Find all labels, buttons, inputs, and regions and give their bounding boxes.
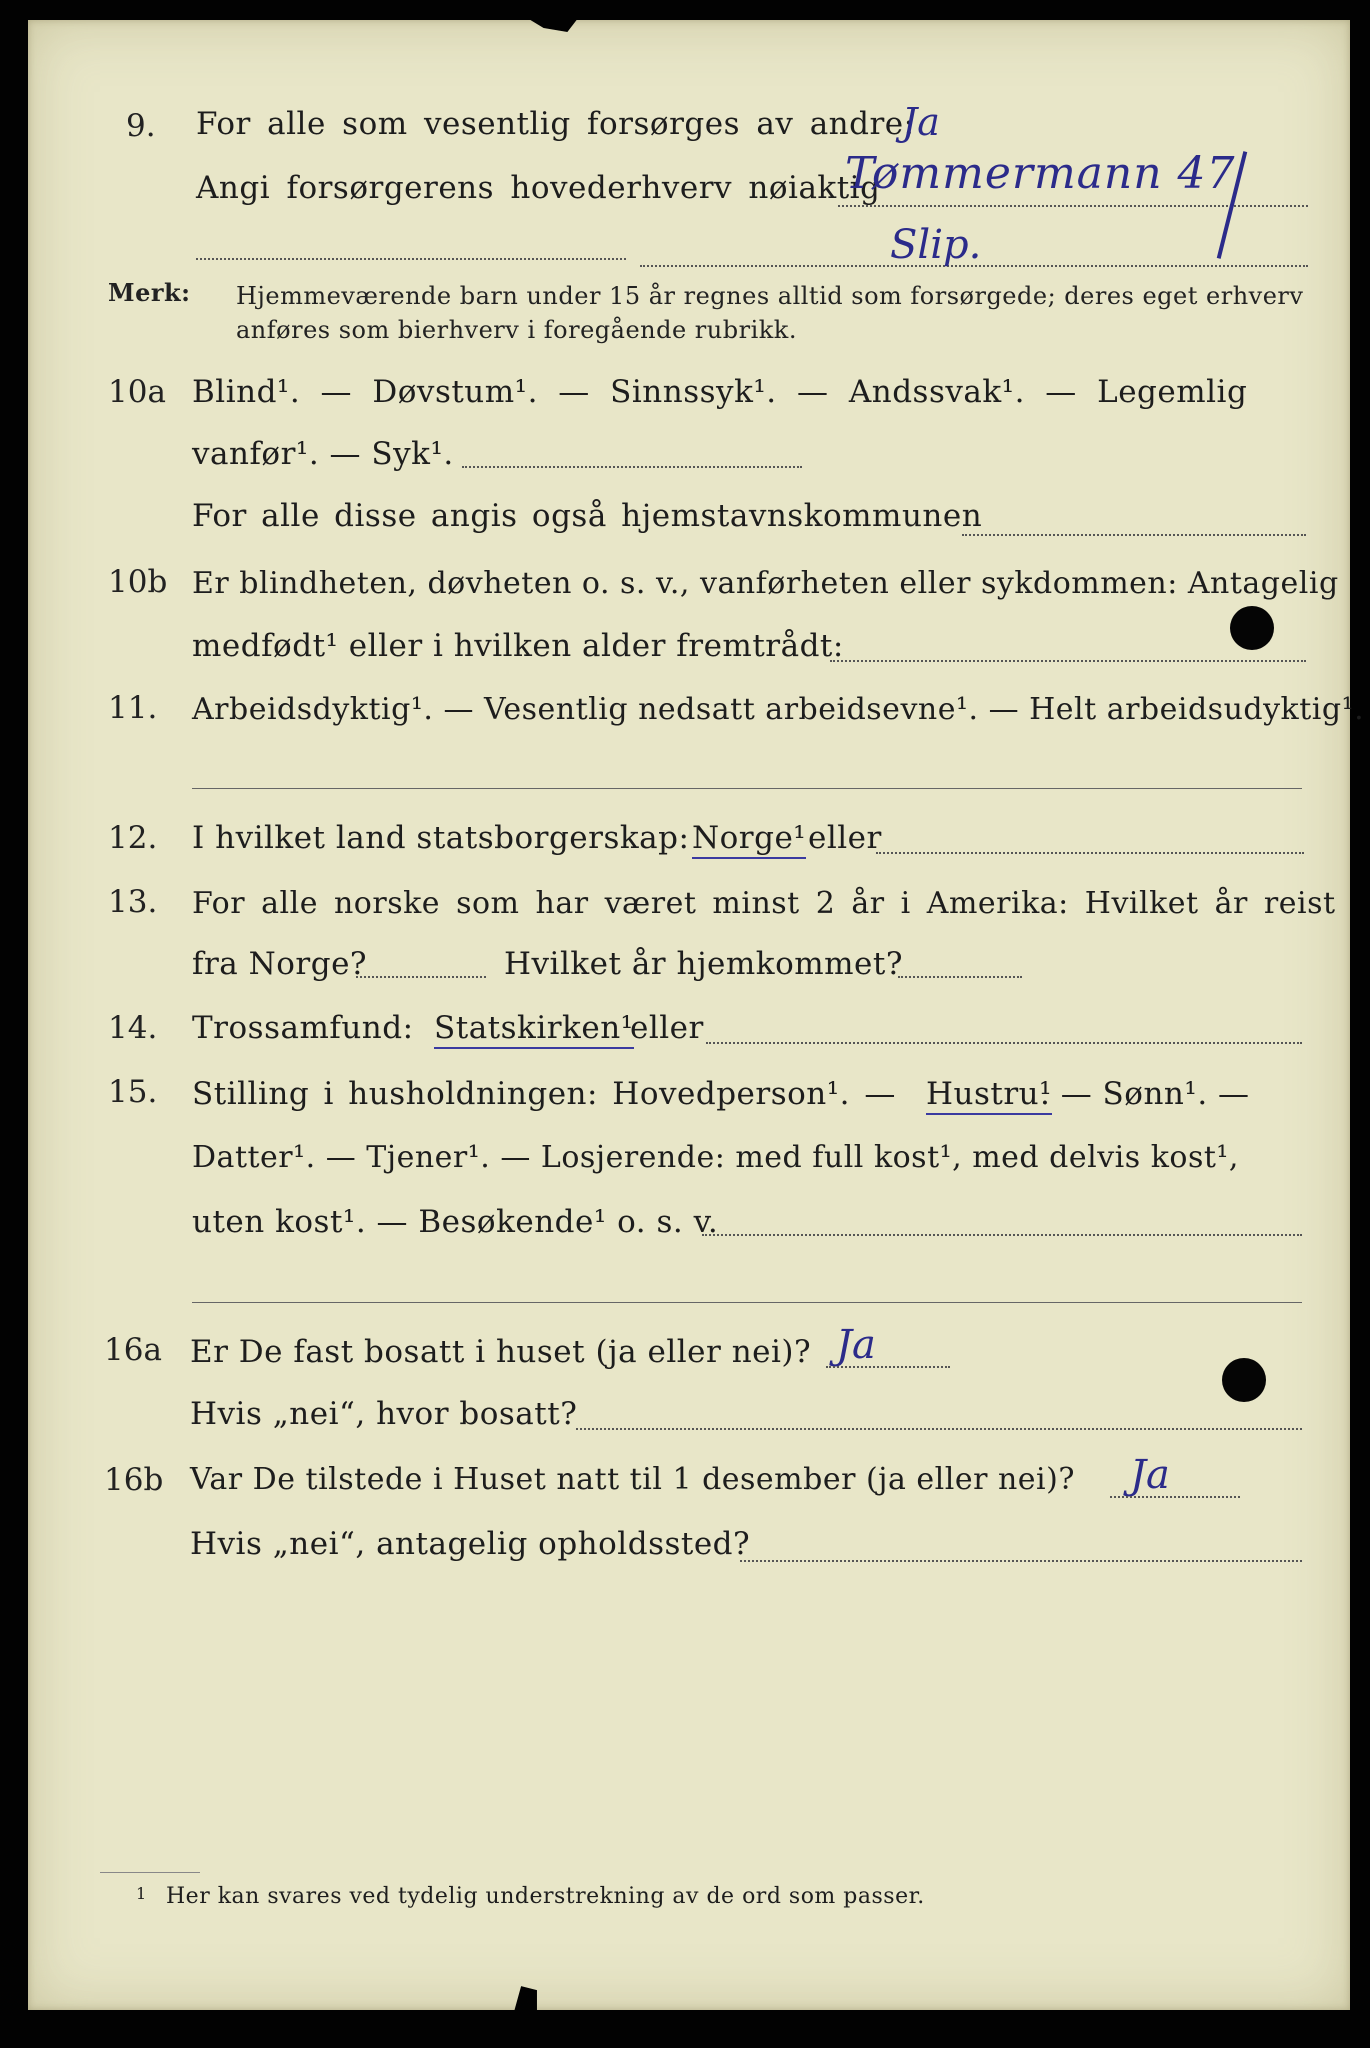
q15-line2: Datter¹. — Tjener¹. — Losjerende: med full kost¹, med delvis kost¹,: [192, 1140, 1239, 1175]
q9-line2: Angi forsørgerens hovederhverv nøiaktig: [196, 170, 881, 206]
q11-number: 11.: [108, 690, 158, 726]
q15-hustru-underlined: Hustru¹: [926, 1076, 1052, 1115]
q13-number: 13.: [108, 884, 158, 920]
q12-norge-underlined: Norge¹: [692, 820, 806, 859]
q16a-answer: Ja: [836, 1322, 876, 1368]
footnote-mark: 1: [136, 1884, 147, 1903]
q12-number: 12.: [108, 820, 158, 856]
q10a-line3-dots: [962, 534, 1306, 536]
merk-line1: Hjemmeværende barn under 15 år regnes alltid som forsørgede; deres eget erhverv: [236, 282, 1304, 310]
q9-line1: For alle som vesentlig forsørges av andre:: [196, 106, 915, 142]
q14-dots: [706, 1042, 1302, 1044]
merk-line2: anføres som bierhverv i foregående rubrikk.: [236, 316, 797, 344]
q12-suffix: eller: [808, 820, 882, 856]
q11-answer-line: [192, 788, 1302, 789]
footnote-text: Her kan svares ved tydelig understrekning av de ord som passer.: [166, 1884, 925, 1909]
q10a-line3: For alle disse angis også hjemstavnskommunen: [192, 498, 983, 534]
q15-answer-line: [192, 1302, 1302, 1303]
q10b-line2: medfødt¹ eller i hvilken alder fremtrådt:: [192, 628, 844, 664]
q16a-line1: Er De fast bosatt i huset (ja eller nei)?: [190, 1334, 812, 1370]
q13-line1: For alle norske som har været minst 2 år i Amerika: Hvilket år reist: [192, 886, 1336, 921]
q16a-line2: Hvis „nei“, hvor bosatt?: [190, 1396, 578, 1432]
q14-statskirken-underlined: Statskirken¹: [434, 1010, 634, 1049]
q9-answer-ja: Ja: [902, 100, 940, 144]
q16b-number: 16b: [104, 1462, 164, 1498]
q11-line1: Arbeidsdyktig¹. — Vesentlig nedsatt arbeidsevne¹. — Helt arbeidsudyktig¹.: [192, 692, 1365, 727]
q13-line2a: fra Norge?: [192, 946, 368, 982]
footnote-rule: [100, 1872, 200, 1873]
q9-answer-line: [838, 205, 1308, 207]
q16a-dots: [826, 1366, 950, 1368]
q16a-number: 16a: [104, 1332, 162, 1368]
q10b-line1: Er blindheten, døvheten o. s. v., vanførheten eller sykdommen: Antagelig: [192, 566, 1339, 601]
q15-line1a: Stilling i husholdningen: Hovedperson¹. —: [192, 1076, 896, 1112]
q13-dots-b: [898, 976, 1022, 978]
q10a-line2-dots: [462, 466, 802, 468]
q12-dots: [876, 852, 1304, 854]
q9-number: 9.: [126, 108, 156, 144]
q16b-line2: Hvis „nei“, antagelig opholdssted?: [190, 1526, 751, 1562]
q10b-number: 10b: [108, 564, 168, 600]
punch-hole-bottom: [1222, 1358, 1266, 1402]
q12-prefix: I hvilket land statsborgerskap:: [192, 820, 690, 856]
q10a-line1: Blind¹. — Døvstum¹. — Sinnssyk¹. — Andssvak¹. — Legemlig: [192, 374, 1248, 410]
q9-second-line-left: [196, 258, 626, 260]
q14-suffix: eller: [630, 1010, 704, 1046]
q10a-line2: vanfør¹. — Syk¹.: [192, 436, 454, 472]
q13-dots-a: [356, 976, 486, 978]
q15-line3: uten kost¹. — Besøkende¹ o. s. v.: [192, 1204, 719, 1240]
q9-answer-occupation: Tømmermann 47: [845, 148, 1236, 199]
q16b-line1: Var De tilstede i Huset natt til 1 desember (ja eller nei)?: [190, 1462, 1075, 1497]
q10a-number: 10a: [108, 374, 166, 410]
merk-label: Merk:: [108, 278, 191, 307]
q16a-line2-dots: [576, 1428, 1302, 1430]
q14-prefix: Trossamfund:: [192, 1010, 414, 1046]
q16b-answer: Ja: [1130, 1452, 1170, 1498]
q16b-dots: [1110, 1496, 1240, 1498]
q16b-line2-dots: [740, 1560, 1302, 1562]
q10b-line2-dots: [830, 660, 1306, 662]
q13-line2b: Hvilket år hjemkommet?: [504, 946, 903, 982]
q9-answer-line2: Slip.: [890, 222, 982, 268]
q14-number: 14.: [108, 1010, 158, 1046]
punch-hole-top: [1230, 606, 1274, 650]
q15-number: 15.: [108, 1074, 158, 1110]
q15-line1b: . — Sønn¹. —: [1040, 1076, 1250, 1112]
q15-dots: [702, 1234, 1302, 1236]
